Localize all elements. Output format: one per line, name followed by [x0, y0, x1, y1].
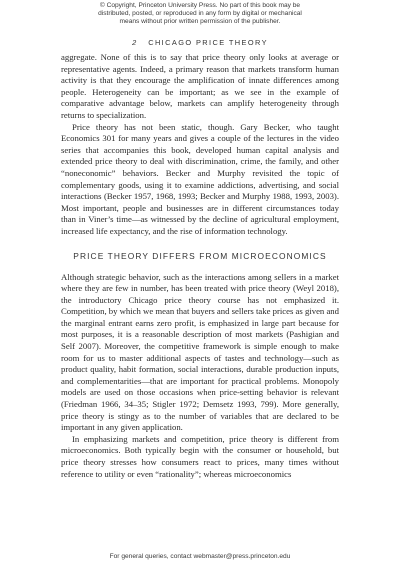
copyright-notice: [0, 2, 400, 26]
paragraph: Price theory has not been static, though. Gary Becker, who taught Economics 301 for many years and gives a couple of the lectures in the video series that accompanies this book, developed human capital analysis and extended price theory to deal with discrimination, crime, the family, and other “noneconomic” behaviors. Becker and Murphy revisited the topic of complementary goods, using it to examine addictions, advertising, and social interactions (Becker 1957, 1968, 1993; Becker and Murphy 1988, 1993, 2003). Most important, people and businesses are in different circumstances today than in Viner’s time—as witnessed by the decline of agricultural employment, increased life expectancy, and the rise of information technology.: [61, 121, 339, 236]
paragraph: aggregate. None of this is to say that price theory only looks at average or representative agents. Indeed, a primary reason that markets transform human activity is that they encourage the amplification of innate differences among people. Heterogeneity can be important; as we see in the example of comparative advantage below, markets can amplify heterogeneity through returns to specialization.: [61, 52, 339, 120]
section-heading: PRICE THEORY DIFFERS FROM MICROECONOMICS: [73, 250, 327, 261]
copyright-line: distributed, posted, or reproduced in any form by digital or mechanical: [98, 10, 302, 17]
copyright-line: means without prior written permission of the publisher.: [119, 18, 281, 25]
body-text: [61, 52, 339, 480]
running-head: [0, 38, 400, 47]
paragraph: Although strategic behavior, such as the interactions among sellers in a market where they are few in number, has been treated with price theory (Weyl 2018), the introductory Chicago price theory course has not emphasized it. Competition, by which we mean that buyers and sellers take prices as given and the marginal entrant earns zero profit, is emphasized in large part because for most purposes, it is a reasonable description of most markets (Pashigian and Self 2007). Moreover, the competitive framework is simple enough to make room for us to master additional aspects of tastes and technology—such as product quality, habit formation, social interactions, durable production inputs, and complementarities—that are important for practical problems. Monopoly models are used on those occasions when price-setting behavior is relevant (Friedman 1966, 34–35; Stigler 1972; Demsetz 1993, 799). More generally, price theory is stingy as to the number of variables that are declared to be important in any given application.: [61, 271, 339, 433]
copyright-line: © Copyright, Princeton University Press. No part of this book may be: [99, 2, 301, 9]
footer-contact: For general queries, contact webmaster@press.princeton.edu: [109, 553, 291, 560]
chapter-title: CHICAGO PRICE THEORY: [148, 38, 268, 47]
page-number: 2: [132, 38, 137, 47]
paragraph: In emphasizing markets and competition, price theory is different from microeconomics. Both typically begin with the consumer or household, but price theory stresses how consumers react to prices, many times without reference to utility or even “rationality”; whereas microeconomics: [61, 433, 339, 479]
